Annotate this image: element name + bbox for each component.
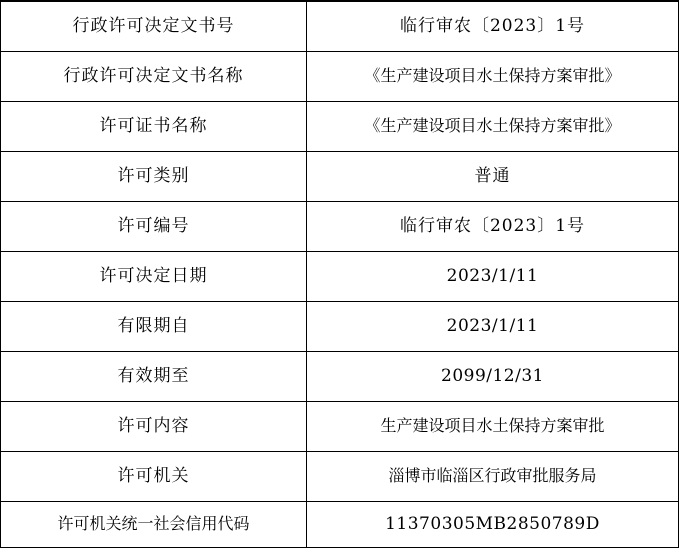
table-row <box>1 401 679 451</box>
row-value-permit-authority: 淄博市临淄区行政审批服务局 <box>307 451 679 501</box>
row-label-valid-from: 有限期自 <box>1 301 307 351</box>
row-value-certificate-name: 《生产建设项目水土保持方案审批》 <box>307 101 679 151</box>
table-row <box>1 101 679 151</box>
table-row <box>1 51 679 101</box>
table-row <box>1 351 679 401</box>
row-label-permit-number: 许可编号 <box>1 201 307 251</box>
row-value-decision-document-name: 《生产建设项目水土保持方案审批》 <box>307 51 679 101</box>
row-value-authority-credit-code: 11370305MB2850789D <box>307 501 679 547</box>
row-label-authority-credit-code: 许可机关统一社会信用代码 <box>1 501 307 547</box>
table-row <box>1 1 679 51</box>
table-row <box>1 151 679 201</box>
row-label-permit-category: 许可类别 <box>1 151 307 201</box>
row-label-decision-date: 许可决定日期 <box>1 251 307 301</box>
table-row <box>1 201 679 251</box>
row-label-permit-authority: 许可机关 <box>1 451 307 501</box>
row-value-valid-from: 2023/1/11 <box>307 301 679 351</box>
table-row <box>1 251 679 301</box>
row-value-permit-content: 生产建设项目水土保持方案审批 <box>307 401 679 451</box>
row-value-valid-to: 2099/12/31 <box>307 351 679 401</box>
table-row <box>1 451 679 501</box>
row-label-valid-to: 有效期至 <box>1 351 307 401</box>
row-value-permit-number: 临行审农〔2023〕1号 <box>307 201 679 251</box>
table-row <box>1 501 679 547</box>
row-value-decision-date: 2023/1/11 <box>307 251 679 301</box>
table-row <box>1 301 679 351</box>
row-value-decision-document-number: 临行审农〔2023〕1号 <box>307 1 679 51</box>
row-label-decision-document-number: 行政许可决定文书号 <box>1 1 307 51</box>
row-label-permit-content: 许可内容 <box>1 401 307 451</box>
row-label-certificate-name: 许可证书名称 <box>1 101 307 151</box>
row-value-permit-category: 普通 <box>307 151 679 201</box>
row-label-decision-document-name: 行政许可决定文书名称 <box>1 51 307 101</box>
